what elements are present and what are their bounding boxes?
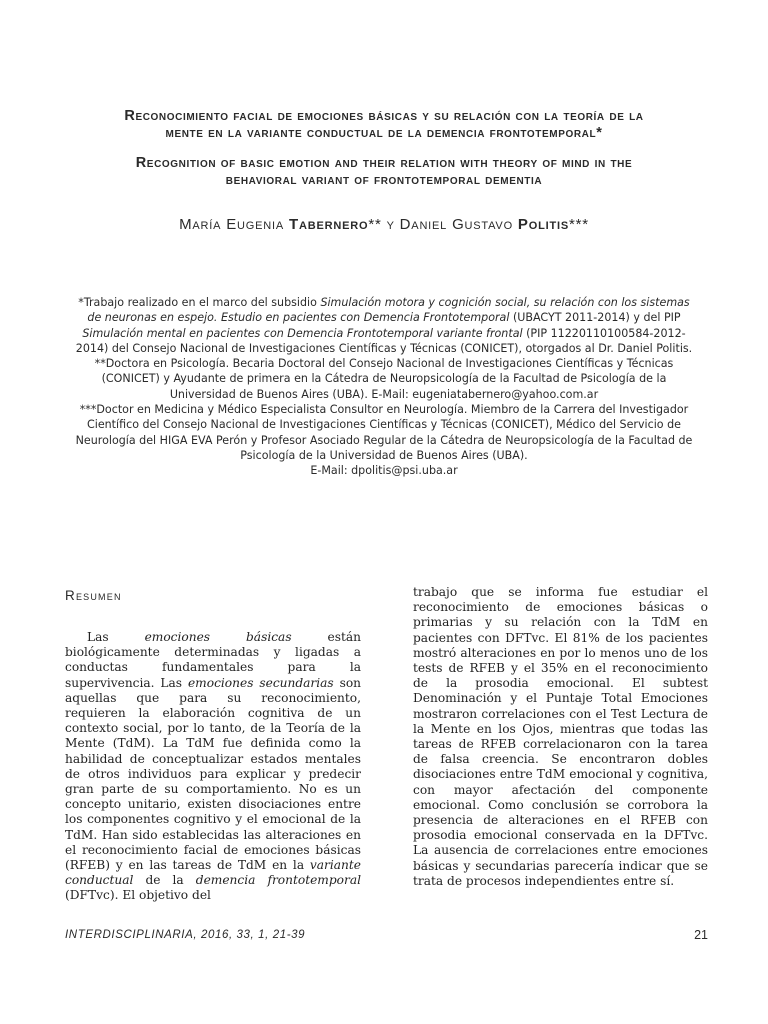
abstract-text: están biológicamente determinadas y ligadas a conductas fundamentales para la supervivencia. Las <box>65 630 362 690</box>
note-funding-text-3: (PIP 11220110100584-2012-2014) del Consejo Nacional de Investigaciones Científicas y Técnicas (CONICET), otorgados al Dr. Daniel Politis. <box>75 326 693 355</box>
note-author-1: **Doctora en Psicología. Becaria Doctoral del Consejo Nacional de Investigaciones Científicas y Técnicas (CONICET) y Ayudante de primera en la Cátedra de Neuropsicología de la Facultad de Psicología de la Universidad de Buenos Aires (UBA). E-Mail: eugeniatabernero@yahoo.com.ar <box>94 357 674 401</box>
title-english-line-2: behavioral variant of frontotemporal dementia <box>225 172 543 188</box>
title-english <box>70 155 698 189</box>
journal-citation: INTERDISCIPLINARIA, 2016, 33, 1, 21-39 <box>65 929 306 941</box>
author-1-last-name: Tabernero <box>289 216 369 233</box>
abstract-right-column <box>413 585 708 889</box>
abstract-text: (DFTvc). El objetivo del <box>65 888 211 903</box>
abstract-text: son aquellas que para su reconocimiento, requieren la elaboración cognitiva de un contexto social, por lo tanto, de la Teoría de la Mente (TdM). La TdM fue definida como la habilidad de conceptualizar estados mentales de otros individuos para explicar y predecir gran parte de su comportamiento. No es un concepto unitario, existen disociaciones entre los componentes cognitivo y el emocional de la TdM. Han sido establecidas las alteraciones en el reconocimiento facial de emociones básicas (RFEB) y en las tareas de TdM en la <box>65 675 362 873</box>
abstract-term-basic-emotions: emociones básicas <box>144 630 292 644</box>
abstract-paragraph-start <box>65 630 361 904</box>
note-author-2-text: ***Doctor en Medicina y Médico Especialista Consultor en Neurología. Miembro de la Carrera del Investigador Científico del Consejo Nacional de Investigaciones Científicas y Técnicas (CONICET), Médico del Servicio de Neurología del HIGA EVA Perón y Profesor Asociado Regular de la Cátedra de Neuropsicología de la Facultad de Psicología de la Universidad de Buenos Aires (UBA). <box>75 403 693 462</box>
page-number: 21 <box>694 928 708 942</box>
author-connector: y <box>386 216 395 233</box>
note-funding-project-2: Simulación mental en pacientes con Demencia Frontotemporal variante frontal <box>82 326 523 340</box>
abstract-heading: Resumen <box>65 588 122 603</box>
abstract-text: Las <box>87 630 109 644</box>
title-english-line-1: Recognition of basic emotion and their relation with theory of mind in the <box>135 155 633 171</box>
note-funding-project-1: Simulación motora y cognición social, su relación con los sistemas de neuronas en espejo. Estudio en pacientes con Demencia Frontotemporal <box>87 296 690 325</box>
author-1-mark: ** <box>368 216 382 233</box>
abstract-term-secondary-emotions: emociones secundarias <box>187 675 334 690</box>
abstract-text: de la <box>145 873 184 888</box>
author-2-first-name: Daniel Gustavo <box>399 216 513 233</box>
abstract-term-ftd: demencia frontotemporal <box>195 873 361 888</box>
author-2-last-name: Politis <box>517 216 569 233</box>
author-notes <box>72 295 696 479</box>
abstract-paragraph-continued: trabajo que se informa fue estudiar el reconocimiento de emociones básicas o primarias y su relación con la TdM en pacientes con DFTvc. El 81% de los pacientes mostró alteraciones en por lo menos uno de los tests de RFEB y el 35% en el reconocimiento de la prosodia emocional. El subtest Denominación y el Puntaje Total Emociones mostraron correlaciones con el Test Lectura de la Mente en los Ojos, mientras que todas las tareas de RFEB correlacionaron con la tarea de falsa creencia. Se encontraron dobles disociaciones entre TdM emocional y cognitiva, con mayor afectación del componente emocional. Como conclusión se corrobora la presencia de alteraciones en el RFEB con prosodia emocional conservada en la DFTvc. La ausencia de correlaciones entre emociones básicas y secundarias parecería indicar que se trata de procesos independientes entre sí. <box>413 585 708 888</box>
abstract-left-column <box>65 630 361 904</box>
note-funding-text-2: (UBACYT 2011-2014) y del PIP <box>512 311 681 325</box>
note-author-2-email: E-Mail: dpolitis@psi.uba.ar <box>310 464 458 478</box>
note-author-2 <box>72 402 696 478</box>
title-spanish <box>70 108 698 142</box>
note-funding <box>72 295 696 356</box>
author-1-first-name: María Eugenia <box>179 216 285 233</box>
author-line <box>70 216 698 233</box>
title-spanish-line-2: mente en la variante conductual de la demencia frontotemporal* <box>165 125 603 141</box>
note-funding-text-1: *Trabajo realizado en el marco del subsidio <box>78 296 317 309</box>
abstract-term-behavioral-variant: variante conductual <box>65 858 361 888</box>
author-2-mark: *** <box>568 216 589 233</box>
title-spanish-line-1: Reconocimiento facial de emociones básicas y su relación con la teoría de la <box>124 108 644 124</box>
